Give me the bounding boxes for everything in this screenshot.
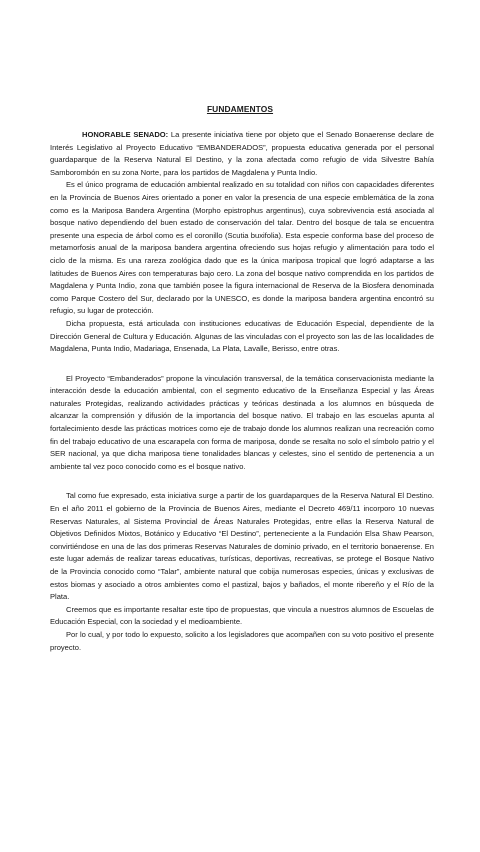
paragraph-intro: [50, 129, 434, 179]
document-body: [50, 129, 434, 654]
document-title: FUNDAMENTOS: [206, 104, 274, 114]
paragraph-program: Es el único programa de educación ambiental realizado en su totalidad con niños con capacidades diferentes en la Provincia de Buenos Aires orientado a poner en valor la presencia de una especie emblemática de la zona como es la Mariposa Bandera Argentina (Morpho epistrophus argentinus), cuya sobrevivencia está asociada al bosque nativo dependiendo del buen estado de conservación del talar. Dentro del bosque de tala se encuentra presente una especia de árbol como es el coronillo (Scutia buxifolia). Esta especie conforma base del proceso de metamorfosis anual de la mariposa bandera argentina ofreciendo sus hojas refugio y alimentación para todo el ciclo de la misma. Es una rareza zoológica dado que es la única mariposa tropical que logró adaptarse a las latitudes de Buenos Aires con temperaturas bajo cero. La zona del bosque nativo comprendida en los partidos de Magdalena y Punta Indio, zona que también posee la figura internacional de Reserva de la Biosfera denominada como Parque Costero del Sur, declarado por la UNESCO, es donde la mariposa bandera argentina encontró su refugio, su lugar de protección.: [50, 180, 434, 316]
paragraph-importance: Creemos que es importante resaltar este tipo de propuestas, que vincula a nuestros alumnos de Escuelas de Educación Especial, con la sociedad y el medioambiente.: [50, 604, 434, 627]
paragraph-reserve: Tal como fue expresado, esta iniciativa surge a partir de los guardaparques de la Reserva Natural El Destino. En el año 2011 el gobierno de la Provincia de Buenos Aires, mediante el Decreto 469/11 incorporo 10 nuevas Reservas Naturales, al Sistema Provincial de Áreas Naturales Protegidas, entre ellas la Reserva Natural de Objetivos Definidos Mixtos, Botánico y Educativo “El Destino”, perteneciente a la Fundación Elsa Shaw Pearson, convirtiéndose en una de las dos primeras Reservas Naturales de dominio privado, en el territorio bonaerense. En este lugar además de realizar tareas educativas, turísticas, deportivas, recreativas, se protege el Bosque Nativo de la Provincia conocido como “Talar”, ambiente natural que cobija numerosas especies, únicas y exclusivas de estos biomas y asociado a otros ambientes como el pastizal, bajos y bañados, el monte ribereño y el Río de la Plata.: [50, 491, 434, 602]
paragraph-intro-text: La presente iniciativa tiene por objeto que el Senado Bonaerense declare de Interés Legislativo al Proyecto Educativo “EMBANDERADOS”, propuesta educativa generada por el personal guardaparque de la Reserva Natural El Destino, y la zona afectada como refugio de vida Silvestre Bahía Samborombón en su zona Norte, para los partidos de Magdalena y Punta Indio.: [50, 130, 434, 177]
paragraph-closing: Por lo cual, y por todo lo expuesto, solicito a los legisladores que acompañen con su voto positivo el presente proyecto.: [50, 629, 434, 652]
paragraph-institutions: Dicha propuesta, está articulada con instituciones educativas de Educación Especial, dependiente de la Dirección General de Cultura y Educación. Algunas de las vinculadas con el proyecto son las de las localidades de Magdalena, Punta Indio, Madariaga, Ensenada, La Plata, Lavalle, Berisso, entre otras.: [50, 318, 434, 354]
paragraph-project: El Proyecto “Embanderados” propone la vinculación transversal, de la temática conservacionista mediante la interacción desde la educación ambiental, con el segmento educativo de la Enseñanza Especial y las Áreas naturales Protegidas, realizando actividades prácticas y teóricas destinada a los alumnos en búsqueda de alcanzar la comprensión y difusión de la importancia del bosque nativo. El trabajo en las escuelas apunta al fortalecimiento desde las prácticas motrices como eje de trabajo donde los alumnos realizan una recreación como fin del trabajo educativo de una escarapela con forma de mariposa, donde se resalta no solo el símbolo patrio y el SER nacional, ya que dicha mariposa tiene tonalidades blancas y celestes, sino el sentido de pertenencia a un ambiente tal vez poco conocido como es el bosque nativo.: [50, 373, 434, 471]
paragraph-spacer: [50, 473, 434, 490]
paragraph-spacer: [50, 356, 434, 373]
salutation-label: HONORABLE SENADO:: [82, 130, 169, 139]
